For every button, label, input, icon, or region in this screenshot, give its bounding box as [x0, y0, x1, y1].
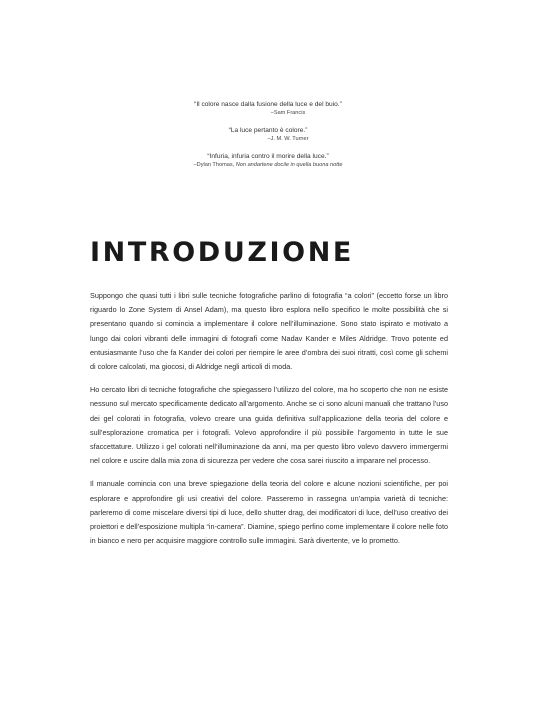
chapter-body — [90, 289, 448, 557]
epigraph — [90, 152, 446, 169]
body-paragraph: Ho cercato libri di tecniche fotografiche che spiegassero l’utilizzo del colore, ma ho scoperto che non ne esiste nessuno sul mercato specificamente dedicato all’argomento. Anche se ci sono alcuni manuali che trattano l’uso dei gel colorati in fotografia, volevo creare una guida definitiva sull’applicazione della teoria del colore e sull’esplorazione cromatica per i fotografi. Volevo approfondire il più possibile l’argomento in tutte le sue sfaccettature. Utilizzo i gel colorati nell’illuminazione da anni, ma per questo libro volevo davvero immergermi nel colore e uscire dalla mia zona di sicurezza per vedere che cosa sarei riuscito a imparare nel processo. — [90, 385, 448, 466]
chapter-heading: INTRODUZIONE — [90, 237, 354, 268]
epigraph-quote: “Infuria, infuria contro il morire della luce.” — [207, 153, 329, 160]
epigraph-quote: “La luce pertanto è colore.” — [228, 127, 308, 134]
epigraph-quote: “Il colore nasce dalla fusione della luce e del buio.” — [194, 101, 342, 108]
epigraph-work-title: Non andartene docile in quella buona notte — [235, 162, 343, 168]
epigraph-author: –Dylan Thomas, — [193, 162, 236, 168]
epigraph-attribution — [90, 161, 446, 169]
body-paragraph: Suppongo che quasi tutti i libri sulle tecniche fotografiche parlino di fotografia “a colori” (eccetto forse un libro riguardo lo Zone System di Ansel Adam), ma questo libro esplora nello specifico le molte possibilità che si presentano quando si comincia a implementare il colore nell’illuminazione. Sono stato ispirato e motivato a lungo dai colori vibranti delle immagini di fotografi come Nadav Kander e Miles Aldridge. Trovo potente ed entusiasmante l’uso che fa Kander dei colori per riempire le aree d’ombra dei suoi ritratti, così come gli schemi di colore calcolati, ma giocosi, di Aldridge negli articoli di moda. — [90, 291, 448, 372]
epigraph-author: –J. M. W. Turner — [267, 136, 309, 142]
epigraph-author: –Sam Francis — [270, 110, 306, 116]
epigraph — [90, 126, 446, 143]
epigraph — [90, 100, 446, 117]
body-paragraph: Il manuale comincia con una breve spiegazione della teoria del colore e alcune nozioni scientifiche, per poi esplorare e approfondire gli usi creativi del colore. Passeremo in rassegna un’ampia varietà di tecniche: parleremo di come miscelare diversi tipi di luce, dello shutter drag, dei modificatori di luce, dell’uso creativo dei proiettori e dell’esposizione multipla “in-camera”. Diamine, spiego perfino come implementare il colore nelle foto in bianco e nero per acquisire maggiore controllo sulle immagini. Sarà divertente, ve lo prometto. — [90, 479, 448, 546]
epigraph-attribution — [90, 109, 446, 117]
epigraphs — [90, 100, 446, 178]
epigraph-attribution — [90, 135, 446, 143]
